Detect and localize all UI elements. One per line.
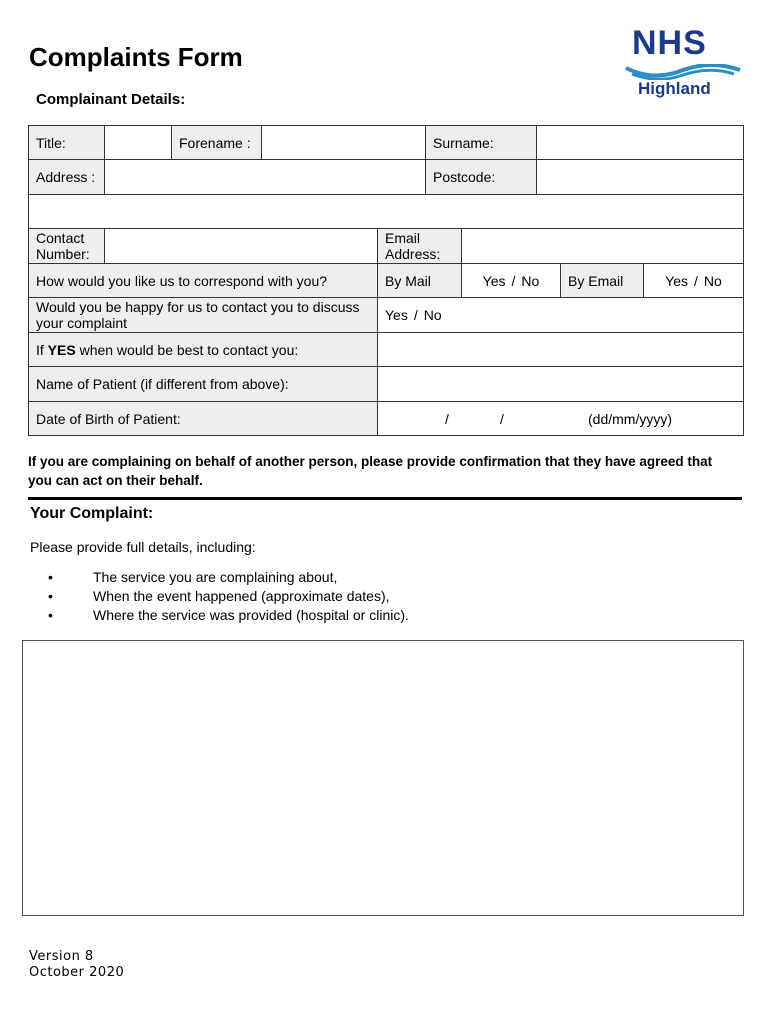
best-time-prefix: If: [36, 341, 44, 358]
best-time-yes: YES: [47, 341, 76, 358]
complaint-intro: Please provide full details, including:: [30, 539, 256, 555]
patient-name-field[interactable]: [377, 366, 744, 402]
wave-icon: [624, 64, 742, 80]
address-label: Address :: [28, 159, 105, 195]
version-date: October 2020: [29, 965, 125, 980]
contact-number-label: Contact Number:: [28, 228, 105, 264]
bullet-icon: •: [48, 569, 53, 585]
bullet-icon: •: [48, 607, 53, 623]
mail-no-option[interactable]: No: [521, 272, 540, 289]
list-item-text: Where the service was provided (hospital or clinic).: [93, 607, 409, 623]
patient-name-label: Name of Patient (if different from above):: [28, 366, 378, 402]
page-title: Complaints Form: [29, 42, 243, 72]
contact-separator: /: [413, 307, 418, 323]
mail-separator: /: [511, 272, 516, 289]
dob-format-hint: (dd/mm/yyyy): [588, 410, 672, 427]
section-divider: [28, 497, 742, 500]
email-yes-option[interactable]: Yes: [665, 272, 689, 289]
dob-slash-1: /: [445, 410, 449, 427]
complaint-details-textarea[interactable]: [22, 640, 744, 916]
dob-slash-2: /: [500, 410, 504, 427]
postcode-field[interactable]: [536, 159, 744, 195]
contact-yes-no-choice[interactable]: [377, 297, 744, 333]
dob-field[interactable]: [377, 401, 744, 436]
logo-region: Highland: [638, 79, 711, 98]
list-item: [48, 568, 409, 587]
email-label: Email Address:: [377, 228, 462, 264]
list-item-text: When the event happened (approximate dates),: [93, 588, 390, 604]
best-time-label: [28, 332, 378, 367]
nhs-highland-logo: [620, 24, 745, 104]
behalf-notice: If you are complaining on behalf of another person, please provide confirmation that they have agreed that you can act on their behalf.: [28, 454, 713, 488]
contact-question: Would you be happy for us to contact you to discuss your complaint: [28, 297, 378, 333]
surname-field[interactable]: [536, 125, 744, 160]
contact-number-field[interactable]: [104, 228, 378, 264]
email-no-option[interactable]: No: [703, 272, 722, 289]
mail-yes-no-choice[interactable]: [461, 263, 561, 298]
version-number: Version 8: [29, 949, 94, 964]
title-label: Title:: [28, 125, 105, 160]
email-separator: /: [694, 272, 698, 289]
version-footer: [29, 949, 124, 981]
mail-yes-option[interactable]: Yes: [482, 272, 506, 289]
correspond-question: How would you like us to correspond with you?: [28, 263, 378, 298]
forename-label: Forename :: [171, 125, 262, 160]
logo-brand: NHS: [632, 24, 707, 62]
list-item: [48, 606, 409, 625]
complaint-guidance-list: [48, 568, 409, 625]
section-heading-complainant: Complainant Details:: [36, 91, 186, 108]
best-time-rest: when would be best to contact you:: [79, 341, 299, 358]
contact-no-option[interactable]: No: [423, 307, 442, 323]
by-mail-label: By Mail: [377, 263, 462, 298]
section-heading-complaint: Your Complaint:: [30, 505, 154, 522]
bullet-icon: •: [48, 588, 53, 604]
dob-label: Date of Birth of Patient:: [28, 401, 378, 436]
postcode-label: Postcode:: [425, 159, 537, 195]
email-field[interactable]: [461, 228, 744, 264]
title-field[interactable]: [104, 125, 172, 160]
address-line-2-field[interactable]: [28, 194, 744, 229]
contact-yes-option[interactable]: Yes: [385, 307, 408, 323]
list-item-text: The service you are complaining about,: [93, 569, 338, 585]
surname-label: Surname:: [425, 125, 537, 160]
list-item: [48, 587, 409, 606]
by-email-label: By Email: [560, 263, 644, 298]
best-time-field[interactable]: [377, 332, 744, 367]
forename-field[interactable]: [261, 125, 426, 160]
address-field[interactable]: [104, 159, 426, 195]
email-yes-no-choice[interactable]: [643, 263, 744, 298]
